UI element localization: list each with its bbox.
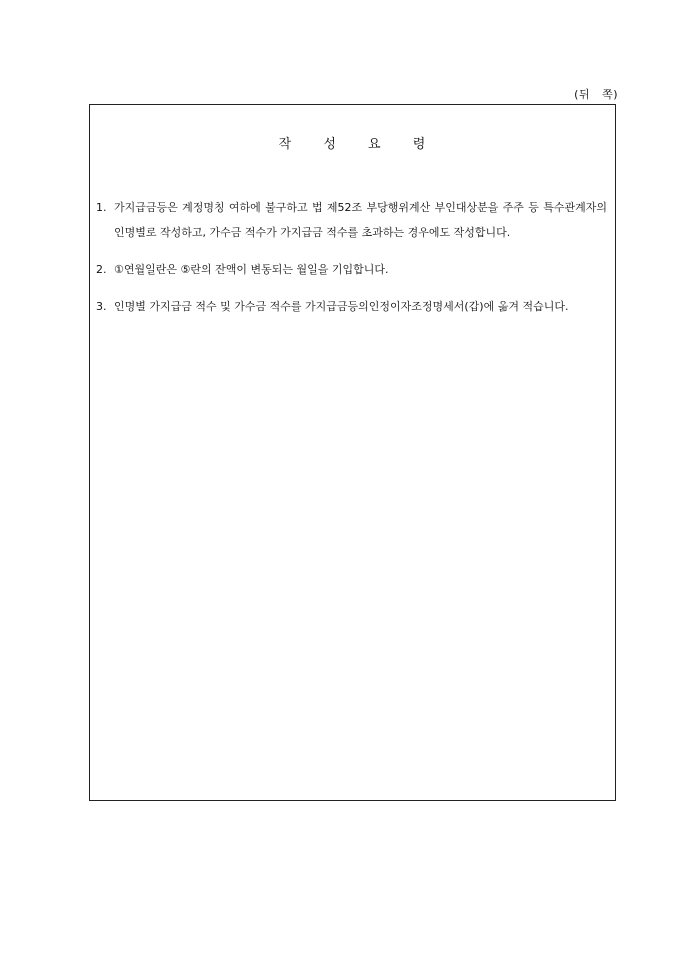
instruction-item-3 xyxy=(96,294,607,319)
instructions-box xyxy=(89,104,616,801)
page-side-label: (뒤 쪽) xyxy=(574,88,618,101)
instruction-number: 2. xyxy=(96,263,107,276)
instruction-item-1 xyxy=(96,195,607,245)
instructions-title: 작 성 요 령 xyxy=(278,137,427,152)
instruction-text: 가지급금등은 계정명칭 여하에 불구하고 법 제52조 부당행위계산 부인대상분을 주주 등 특수관계자의 인명별로 작성하고, 가수금 적수가 가지급금 적수를 초과하는 경우에도 작성합니다. xyxy=(114,201,607,239)
instruction-item-2 xyxy=(96,257,607,282)
instruction-text: 인명별 가지급금 적수 및 가수금 적수를 가지급금등의인정이자조정명세서(갑)에 옮겨 적습니다. xyxy=(114,300,569,313)
instruction-number: 3. xyxy=(96,300,107,313)
instruction-text: ①연월일란은 ⑤란의 잔액이 변동되는 월일을 기입합니다. xyxy=(114,263,389,276)
instruction-number: 1. xyxy=(96,201,107,214)
instructions-list xyxy=(96,195,607,331)
